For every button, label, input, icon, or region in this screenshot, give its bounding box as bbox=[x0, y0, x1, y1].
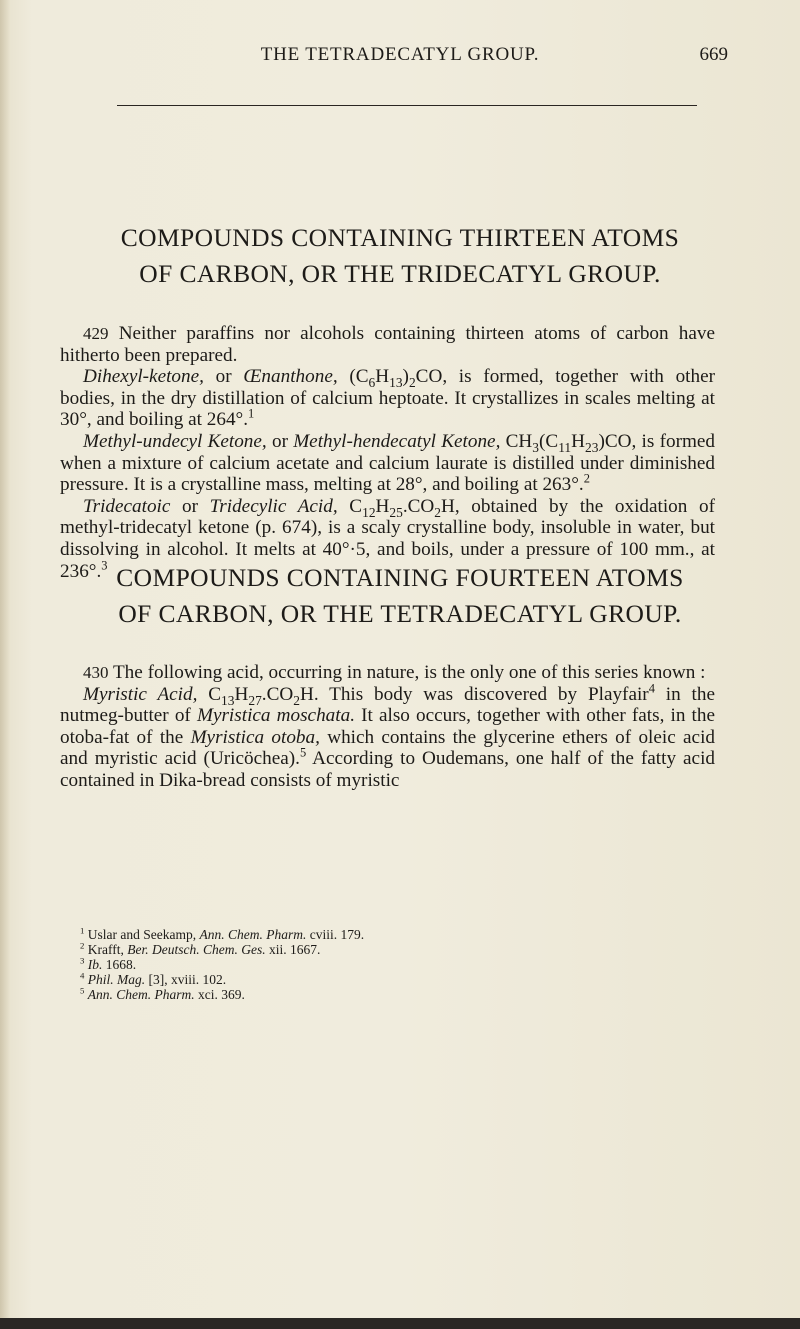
header-rule bbox=[117, 105, 697, 106]
paragraph-text: , is formed when a mixture of calcium acetate and calcium laurate is distilled under diminished pressure. It is a crystalline mass, melting at 28°, and boiling at 263°. bbox=[60, 430, 715, 496]
page-number: 669 bbox=[699, 44, 728, 65]
footnote: $^3$ Ib. 1668. bbox=[80, 955, 137, 972]
paragraph-number: 430 bbox=[83, 663, 109, 682]
formula: $C_{12}H_{25}.CO_2H$ bbox=[337, 495, 455, 520]
running-header bbox=[0, 44, 800, 68]
footnote-ref[interactable]: 5 bbox=[299, 745, 307, 760]
paragraph-text: , is formed, together with other bodies, in the dry distillation of calcium heptoate. It crystallizes in scales melting at 30°, and boiling at 264°. bbox=[60, 366, 716, 431]
compound-alt-name: Tridecylic Acid, bbox=[209, 495, 338, 517]
paragraph-text: It also occurs, together with other fats, in the otoba-fat of the bbox=[60, 705, 716, 748]
paragraph-text: According to Oudemans, one half of the fatty acid contained in Dika-bread consists of myristic bbox=[60, 748, 716, 791]
compound-name: Myristic Acid, bbox=[83, 683, 198, 705]
paragraph-text: The following acid, occurring in nature, is the only one of this series known : bbox=[112, 662, 706, 683]
paragraph-text: . This body was discovered by Playfair bbox=[313, 683, 649, 705]
compound-name: Tridecatoic bbox=[83, 495, 171, 517]
compound-name: Dihexyl-ketone, bbox=[83, 366, 204, 388]
paragraph-text: which contains the glycerine ethers of oleic acid and myristic acid (Uricöchea). bbox=[60, 726, 715, 770]
paragraph-text: in the nutmeg-butter of bbox=[60, 683, 715, 727]
binding-edge bbox=[0, 0, 10, 1329]
footnote-ref[interactable]: 1 bbox=[248, 406, 255, 421]
species-name: Myristica moschata. bbox=[196, 705, 355, 727]
paragraph-430 bbox=[60, 662, 715, 684]
formula: $(C_6H_{13})_2CO$ bbox=[337, 366, 443, 391]
footnote: $^2$ Krafft, Ber. Deutsch. Chem. Ges. xii. 1667. bbox=[80, 940, 321, 957]
header-title: THE TETRADECATYL GROUP. bbox=[260, 44, 540, 65]
section-heading-tridecatyl bbox=[50, 220, 750, 292]
paragraph-tridecylic-acid: Tridecatoic or Tridecylic Acid, $C_{12}H_{25}.CO_2H$, obtained by the oxidation of methyl-tridecatyl ketone (p. 674), is a scaly crystalline body, insoluble in water, but dissolving in alcohol. It melts at 40°·5, and boils, under a pressure of 100 mm., at 236°.$^3$ bbox=[60, 495, 715, 582]
species-name: Myristica otoba, bbox=[190, 726, 320, 748]
heading-line: OF CARBON, OR THE TRIDECATYL GROUP. bbox=[139, 259, 661, 288]
paragraph-429 bbox=[60, 323, 715, 366]
paragraph-text: , obtained by the oxidation of methyl-tridecatyl ketone (p. 674), is a scaly crystalline body, insoluble in water, but dissolving in alcohol. It melts at 40°·5, and boils, under a pressure of 100 mm., at 236°. bbox=[60, 495, 715, 582]
formula: $C_{13}H_{27}.CO_2H$ bbox=[197, 683, 314, 708]
section-body-tetradecatyl bbox=[60, 662, 715, 792]
footnote-ref[interactable]: 2 bbox=[583, 471, 590, 486]
footnotes bbox=[80, 927, 700, 1002]
footnote: $^1$ Uslar and Seekamp, Ann. Chem. Pharm. cviii. 179. bbox=[80, 925, 365, 942]
heading-line: COMPOUNDS CONTAINING FOURTEEN ATOMS bbox=[116, 563, 684, 592]
scan-bottom-edge bbox=[0, 1318, 800, 1329]
footnote-ref[interactable]: 3 bbox=[101, 558, 108, 573]
paragraph-methyl-undecyl-ketone: Methyl-undecyl Ketone, or Methyl-hendecatyl Ketone, $CH_3(C_{11}H_{23})CO$, is formed when a mixture of calcium acetate and calcium laurate is distilled under diminished pressure. It is a crystalline mass, melting at 28°, and boiling at 263°.$^2$ bbox=[60, 430, 715, 496]
heading-line: COMPOUNDS CONTAINING THIRTEEN ATOMS bbox=[120, 223, 680, 252]
footnote: $^4$ Phil. Mag. [3], xviii. 102. bbox=[80, 970, 227, 987]
footnote-ref[interactable]: 4 bbox=[648, 681, 655, 696]
paragraph-text: Neither paraffins nor alcohols containing thirteen atoms of carbon have hitherto been prepared. bbox=[60, 323, 716, 366]
section-body-tridecatyl bbox=[60, 323, 715, 582]
paragraph-dihexyl-ketone: Dihexyl-ketone, or Œnanthone, $(C_6H_{13})_2CO$, is formed, together with other bodies, in the dry distillation of calcium heptoate. It crystallizes in scales melting at 30°, and boiling at 264°.$^1$ bbox=[60, 366, 716, 431]
heading-line: OF CARBON, OR THE TETRADECATYL GROUP. bbox=[118, 599, 682, 628]
compound-alt-name: Methyl-hendecatyl Ketone, bbox=[293, 430, 501, 452]
formula: $CH_3(C_{11}H_{23})CO$ bbox=[500, 430, 632, 455]
section-heading-tetradecatyl bbox=[50, 560, 750, 632]
compound-alt-name: Œnanthone, bbox=[243, 366, 338, 388]
paragraph-number: 429 bbox=[83, 324, 109, 343]
paragraph-myristic-acid bbox=[60, 681, 716, 792]
compound-name: Methyl-undecyl Ketone, bbox=[83, 430, 267, 452]
footnote: $^5$ Ann. Chem. Pharm. xci. 369. bbox=[80, 985, 245, 1002]
